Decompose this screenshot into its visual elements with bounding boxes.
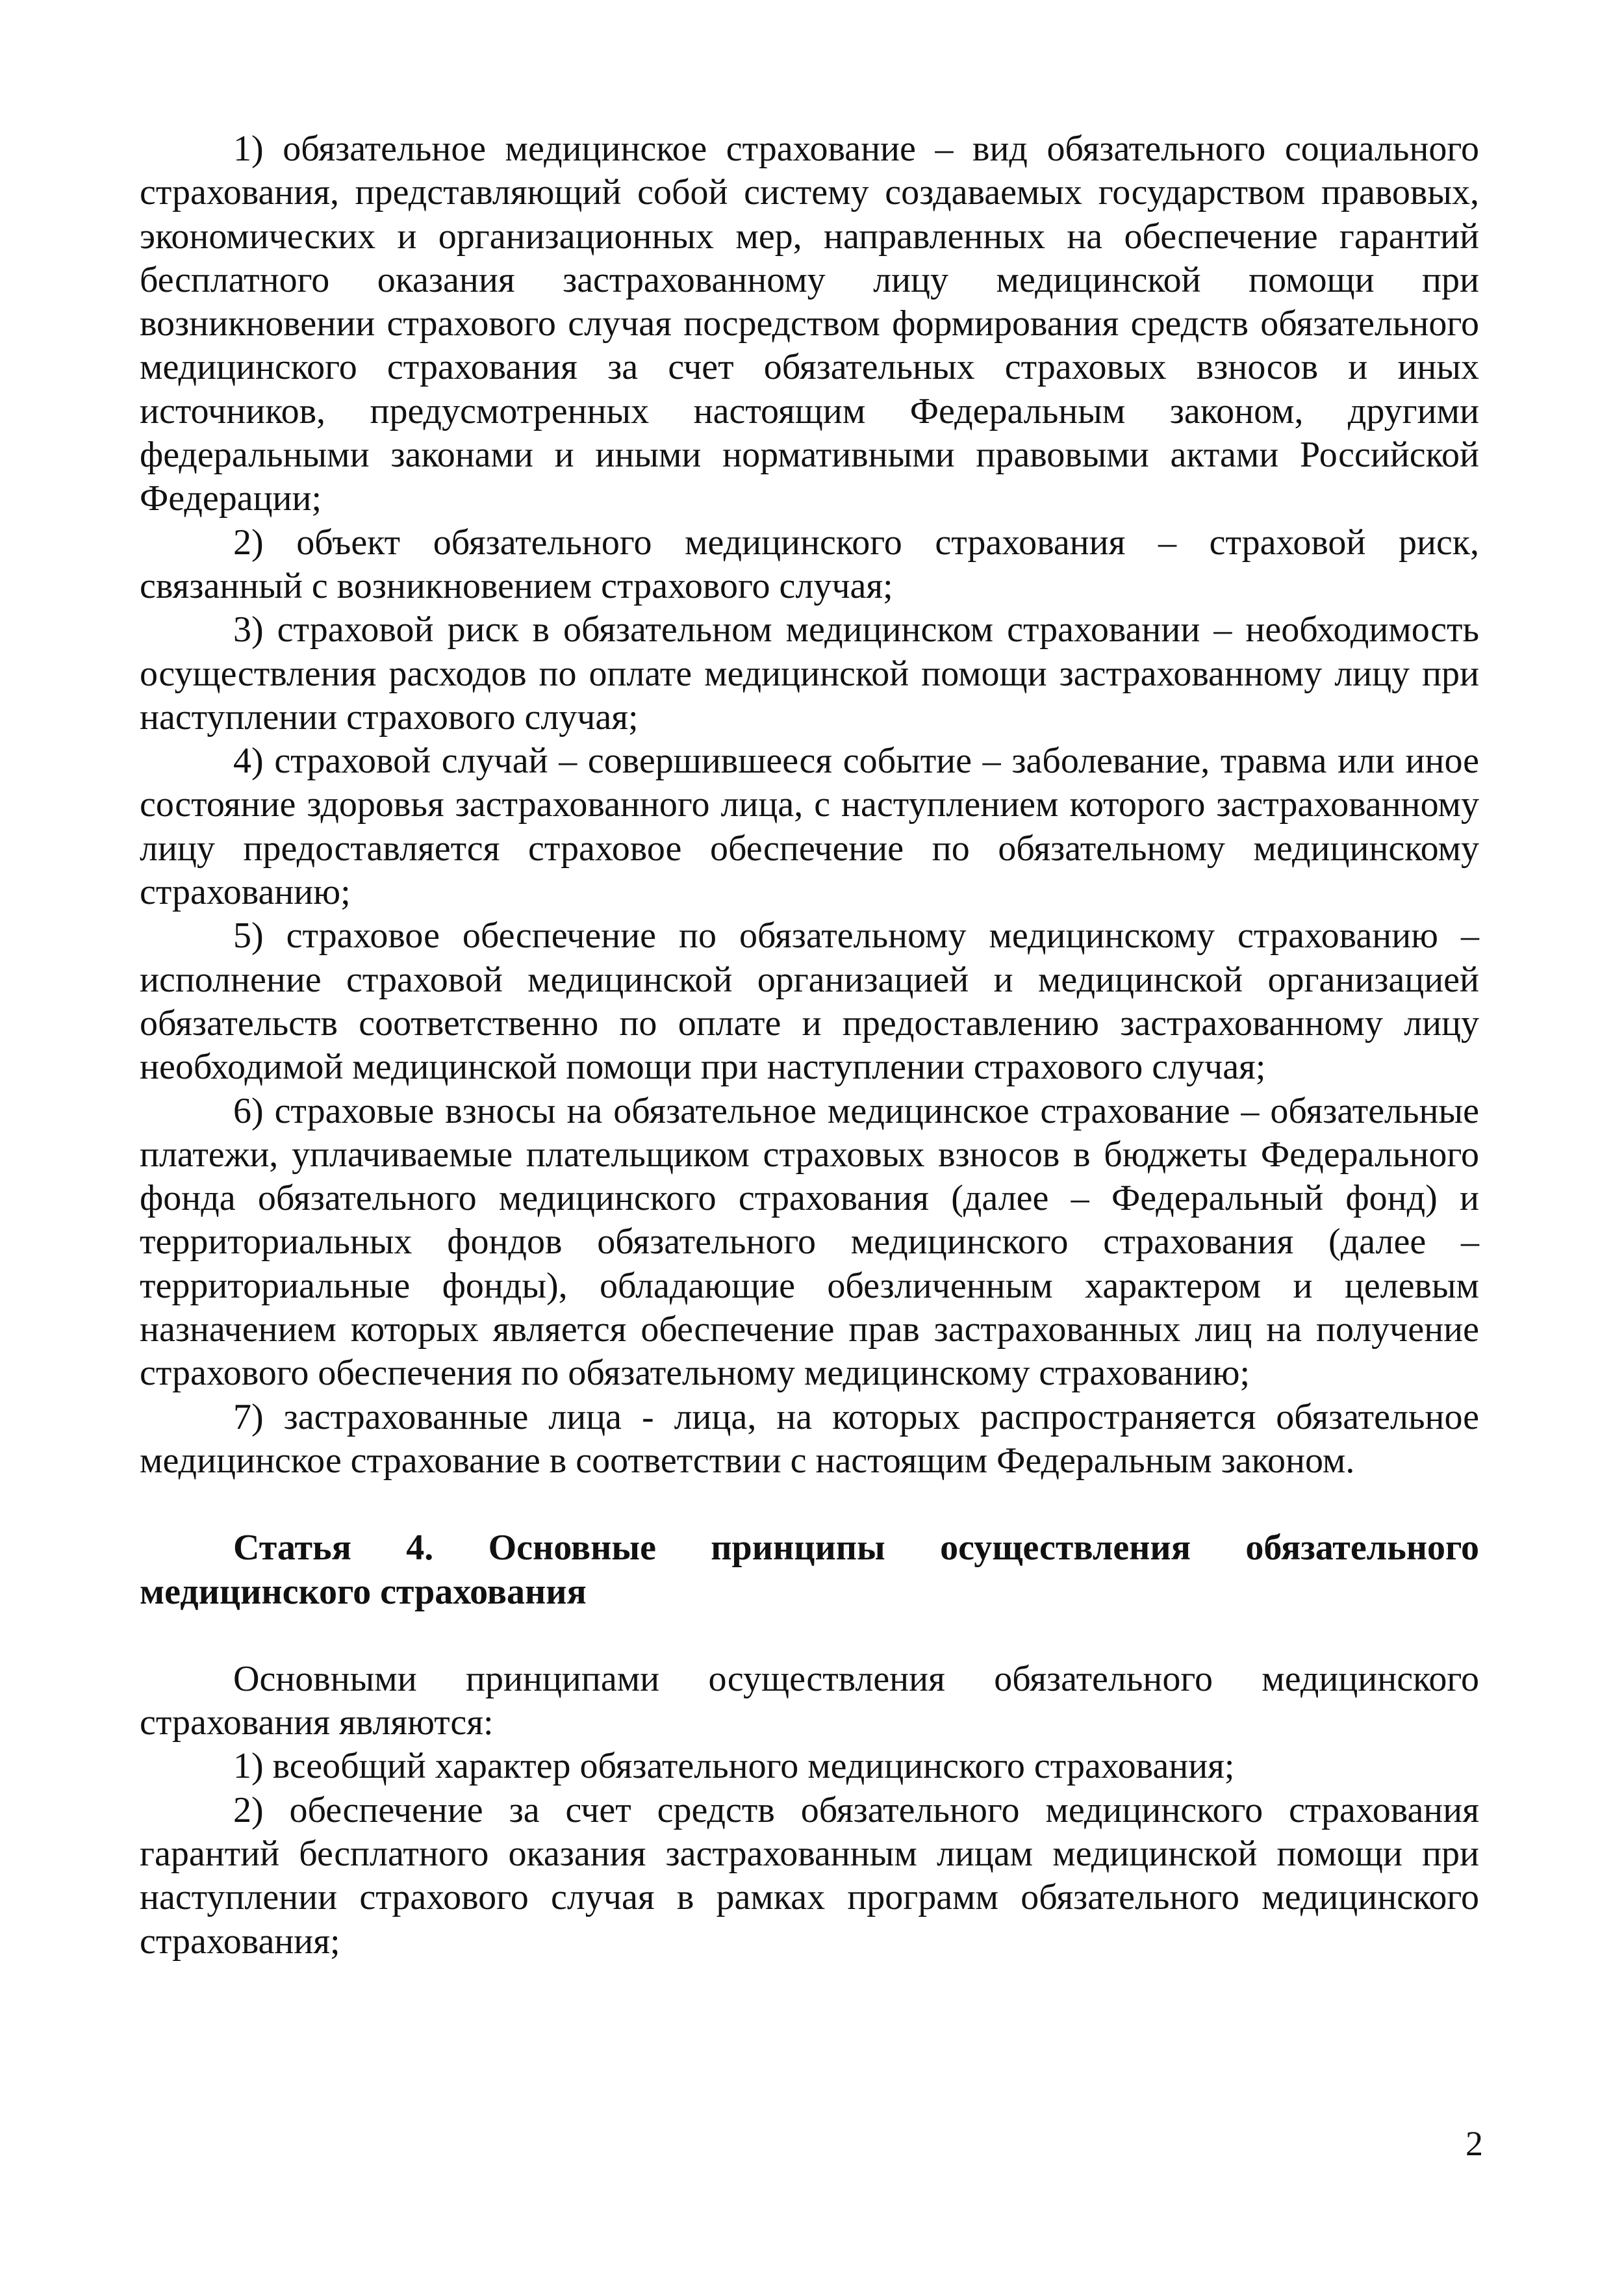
- definition-7: 7) застрахованные лица - лица, на которых распространяется обязательное медицинское страхование в соответствии с настоящим Федеральным законом.: [140, 1396, 1479, 1481]
- principle-2: 2) обеспечение за счет средств обязательного медицинского страхования гарантий бесплатного оказания застрахованным лицам медицинской помощи при наступлении страхового случая в рамках программ обязательного медицинского страхования;: [140, 1789, 1479, 1962]
- definition-2: 2) объект обязательного медицинского страхования – страховой риск, связанный с возникновением страхового случая;: [140, 522, 1479, 606]
- page-number: 2: [1465, 2124, 1483, 2163]
- spacer: [140, 1614, 1479, 1658]
- principle-1: 1) всеобщий характер обязательного медицинского страхования;: [233, 1746, 1235, 1787]
- definition-3: 3) страховой риск в обязательном медицинском страховании – необходимость осуществления расходов по оплате медицинской помощи застрахованному лицу при наступлении страхового случая;: [140, 609, 1479, 737]
- definition-4: 4) страховой случай – совершившееся событие – заболевание, травма или иное состояние здоровья застрахованного лица, с наступлением которого застрахованному лицу предоставляется страховое обеспечение по обязательному медицинскому страхованию;: [140, 741, 1479, 913]
- spacer: [140, 1483, 1479, 1526]
- definition-6: 6) страховые взносы на обязательное медицинское страхование – обязательные платежи, уплачиваемые плательщиком страховых взносов в бюджеты Федерального фонда обязательного медицинского страхования (далее – Федеральный фонд) и территориальных фондов обязательного медицинского страхования (далее – территориальные фонды), обладающие обезличенным характером и целевым назначением которых является обеспечение прав застрахованных лиц на получение страхового обеспечения по обязательному медицинскому страхованию;: [140, 1090, 1479, 1394]
- document-page: [140, 127, 1479, 1964]
- article-intro: Основными принципами осуществления обязательного медицинского страхования являются:: [140, 1658, 1479, 1743]
- article-title: Статья 4. Основные принципы осуществления обязательного медицинского страхования: [140, 1528, 1479, 1612]
- definition-5: 5) страховое обеспечение по обязательному медицинскому страхованию – исполнение страховой медицинской организацией и медицинской организацией обязательств соответственно по оплате и предоставлению застрахованному лицу необходимой медицинской помощи при наступлении страхового случая;: [140, 916, 1479, 1088]
- definition-1: 1) обязательное медицинское страхование – вид обязательного социального страхования, представляющий собой систему создаваемых государством правовых, экономических и организационных мер, направленных на обеспечение гарантий бесплатного оказания застрахованному лицу медицинской помощи при возникновении страхового случая посредством формирования средств обязательного медицинского страхования за счет обязательных страховых взносов и иных источников, предусмотренных настоящим Федеральным законом, другими федеральными законами и иными нормативными правовыми актами Российской Федерации;: [140, 129, 1479, 519]
